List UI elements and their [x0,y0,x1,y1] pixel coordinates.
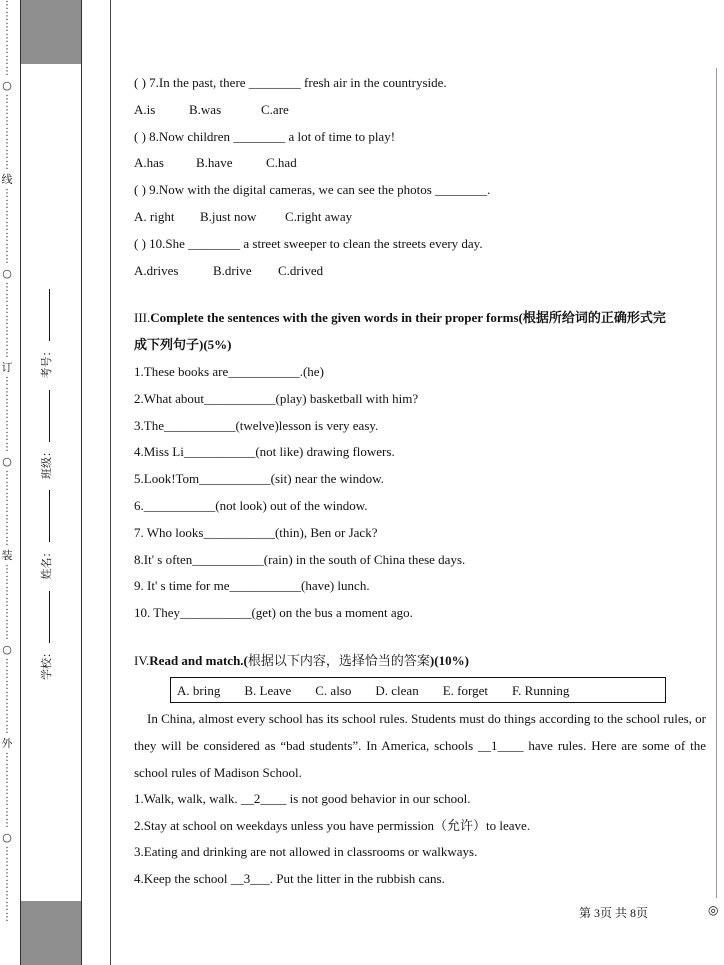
section-3 [134,305,706,627]
option-c: C.are [261,101,289,117]
margin-mark-wai: 外 [1,737,13,750]
section-title-cn: 根据以下内容，选择恰当的答案 [247,652,430,668]
margin-mark-zhuang: 装 [1,549,13,562]
circle-mark-icon: ○ [2,831,12,844]
name-blank[interactable] [49,491,50,543]
word-option-d: D. clean [375,682,419,698]
section-4-heading [134,648,706,675]
right-border-line [716,68,717,898]
word-option-a: A. bring [177,682,221,698]
class-label: 班级： [40,446,53,479]
option-a: A.is [134,101,156,117]
circle-mark-icon: ○ [2,267,12,280]
section-4 [134,648,706,893]
section-3-heading [134,305,706,332]
section-title-cn-cont: 成下列句子 [134,337,200,353]
question-options [134,204,706,231]
section-3-heading-cont [134,332,706,359]
mc-question-8 [134,124,706,178]
rule-4: 4.Keep the school __3___. Put the litter in the rubbish cans. [134,871,445,887]
student-info-fields [38,282,54,681]
question-stem: ( ) 9.Now with the digital cameras, we can see the photos ________. [134,182,491,198]
section-title-en: Read and match.( [149,652,248,668]
option-c: C.drived [278,262,324,278]
binding-strip-top-block [21,0,81,64]
word-option-f: F. Running [511,682,570,698]
question-stem: ( ) 8.Now children ________ a lot of time to play! [134,128,396,144]
option-b: B.drive [213,262,252,278]
margin-divider [110,0,111,965]
rule-1: 1.Walk, walk, walk. __2____ is not good behavior in our school. [134,790,471,806]
section-number: III. [134,310,151,326]
reading-paragraph: In China, almost every school has its school rules. Students must do things according to the school rules, or they will be considered as “bad students”. In America, schools __1____ have rules. Here are some of the school rules of Madison School. [134,710,706,780]
mc-question-10 [134,231,706,285]
circle-mark-icon: ○ [2,455,12,468]
question-stem: ( ) 10.She ________ a street sweeper to clean the streets every day. [134,235,483,251]
question-options [134,150,706,177]
section-number: IV. [134,652,150,668]
question-options [134,258,706,285]
fill-item-9: 9. It' s time for me___________(have) lunch. [134,578,370,594]
school-blank[interactable] [49,591,50,643]
class-blank[interactable] [49,390,50,442]
option-a: A.has [134,155,164,171]
rule-3: 3.Eating and drinking are not allowed in classrooms or walkways. [134,844,478,860]
section-points: )(5%) [199,337,232,353]
circle-mark-icon: ○ [2,643,12,656]
fill-item-1: 1.These books are___________.(he) [134,363,324,379]
option-b: B.just now [200,208,257,224]
section-points: )(10%) [429,652,469,668]
option-a: A.drives [134,262,179,278]
option-c: C.right away [285,208,353,224]
name-label: 姓名： [40,546,53,580]
fill-item-10: 10. They___________(get) on the bus a moment ago. [134,605,413,621]
circle-mark-icon: ○ [2,79,12,92]
word-options-box [170,677,666,703]
fill-item-6: 6.___________(not look) out of the window. [134,497,368,513]
exam-content [134,70,706,893]
fill-item-5: 5.Look!Tom___________(sit) near the window. [134,471,384,487]
margin-mark-ding: 订 [1,361,13,374]
option-b: B.was [189,101,222,117]
mc-question-9 [134,177,706,231]
cut-line-dots: ⋮ ⋮ ⋮ ⋮ ⋮ ⋮ ⋮ ○ ⋮ ⋮ ⋮ ⋮ ⋮ ⋮ ⋮ 线 ⋮ ⋮ ⋮ ⋮ ⋮ ⋮ ⋮ ○ ⋮ ⋮ ⋮ ⋮ ⋮ ⋮ ⋮ 订 ⋮ ⋮ ⋮ ⋮ ⋮ ⋮ ⋮ ○ ⋮ ⋮ ⋮ ⋮ ⋮ ⋮ ⋮ 装 ⋮ ⋮ ⋮ ⋮ ⋮ ⋮ ⋮ ○ ⋮ ⋮ ⋮ ⋮ ⋮ ⋮ ⋮ 外 ⋮ ⋮ ⋮ ⋮ ⋮ ⋮ ⋮ ○ ⋮ ⋮ ⋮ ⋮ ⋮ ⋮ ⋮ [1,0,13,923]
binding-strip-bottom-block [21,901,81,965]
option-a: A. right [134,208,175,224]
exam-id-label: 考号： [40,345,53,379]
section-title-cn: 根据所给词的正确形式完 [522,310,666,326]
question-stem: ( ) 7.In the past, there ________ fresh air in the countryside. [134,75,447,90]
fill-item-7: 7. Who looks___________(thin), Ben or Jack? [134,524,378,540]
rule-2: 2.Stay at school on weekdays unless you have permission（允许）to leave. [134,817,531,833]
page-number: 第 3页 共 8页 [579,906,649,920]
school-label: 学校： [40,647,53,680]
fill-item-3: 3.The___________(twelve)lesson is very easy. [134,417,379,433]
fill-item-2: 2.What about___________(play) basketball with him? [134,390,419,406]
bullseye-icon: ◎ [708,903,719,917]
section-title-en: Complete the sentences with the given words in their proper forms( [150,310,523,326]
mc-question-7 [134,70,706,124]
word-option-c: C. also [315,682,352,698]
fill-item-8: 8.It' s often___________(rain) in the south of China these days. [134,551,466,567]
word-option-b: B. Leave [244,682,292,698]
margin-mark-xian: 线 [1,173,13,186]
exam-id-blank[interactable] [49,290,50,342]
option-b: B.have [196,155,233,171]
word-option-e: E. forget [442,682,488,698]
question-options [134,97,706,124]
fill-item-4: 4.Miss Li___________(not like) drawing flowers. [134,444,395,460]
option-c: C.had [266,155,297,171]
